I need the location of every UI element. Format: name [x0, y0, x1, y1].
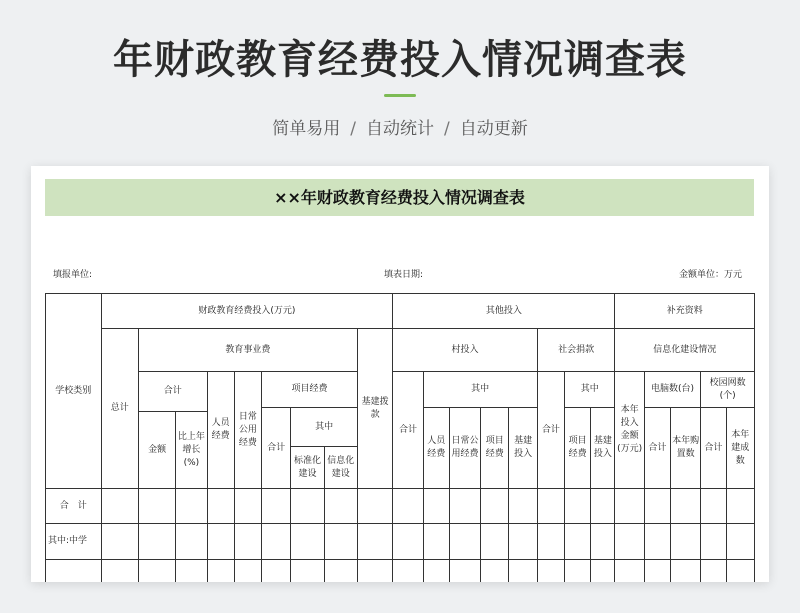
header-fiscal-input: 财政教育经费投入(万元)	[101, 294, 393, 329]
tagline	[0, 114, 800, 139]
sheet-title: ××年财政教育经费投入情况调查表	[45, 179, 754, 216]
header-personnel-expense: 人员经费	[207, 372, 234, 489]
fill-unit-label: 填报单位:	[53, 270, 93, 280]
header-campus-network: 校园网数(个)	[701, 372, 755, 408]
header-village-daily-public: 日常公用经费	[449, 408, 480, 489]
row-label-total: 合 计	[46, 489, 102, 524]
header-supplement: 补充资料	[615, 294, 755, 329]
header-amount: 金额	[138, 412, 175, 489]
header-social-among: 其中	[564, 372, 615, 408]
tagline-item-auto-stats: 自动统计	[366, 119, 434, 139]
tagline-separator: /	[444, 119, 450, 139]
header-social-project: 项目经费	[564, 408, 590, 489]
header-edu-expense: 教育事业费	[138, 329, 357, 372]
header-other-input: 其他投入	[393, 294, 615, 329]
header-village-among: 其中	[423, 372, 537, 408]
header-village-project: 项目经费	[481, 408, 509, 489]
tagline-item-auto-update: 自动更新	[459, 119, 528, 139]
header-computers-subtotal: 合计	[644, 408, 670, 489]
header-informatization: 信息化建设	[324, 447, 357, 489]
survey-table	[45, 293, 755, 582]
header-social-infra: 基建投入	[591, 408, 615, 489]
header-social-donation: 社会捐款	[537, 329, 615, 372]
header-school-type: 学校类别	[46, 294, 102, 489]
header-village-subtotal: 合计	[393, 372, 423, 489]
header-yoy-growth: 比上年增长(%)	[176, 412, 207, 489]
row-label-middle-school: 其中:中学	[46, 524, 102, 560]
table-row	[46, 524, 755, 560]
header-project-subtotal: 合计	[262, 408, 291, 489]
header-social-subtotal: 合计	[537, 372, 564, 489]
title-underline	[384, 94, 416, 97]
header-annual-built: 本年建成数	[726, 408, 755, 489]
header-project-expense: 项目经费	[262, 372, 358, 408]
header-village-input: 村投入	[393, 329, 537, 372]
header-annual-input-amount: 本年投入金额(万元)	[615, 372, 644, 489]
header-computers: 电脑数(台)	[644, 372, 701, 408]
header-standardization: 标准化建设	[291, 447, 324, 489]
header-network-subtotal: 合计	[701, 408, 726, 489]
header-it-construction: 信息化建设情况	[615, 329, 755, 372]
header-project-among: 其中	[291, 408, 358, 447]
header-infra-alloc: 基建拨款	[357, 329, 392, 489]
header-village-infra: 基建投入	[509, 408, 537, 489]
page-title: 年财政教育经费投入情况调查表	[113, 37, 687, 83]
header-village-personnel: 人员经费	[423, 408, 449, 489]
amount-unit-label: 金额单位：万元	[678, 270, 742, 280]
tagline-item-easy: 简单易用	[272, 119, 341, 139]
header-daily-public-expense: 日常公用经费	[234, 372, 261, 489]
header-annual-purchase: 本年购置数	[670, 408, 700, 489]
header-edu-subtotal: 合计	[138, 372, 207, 412]
header-total: 总计	[101, 329, 138, 489]
table-row	[46, 560, 755, 583]
spreadsheet-preview	[31, 166, 769, 582]
table-row	[46, 489, 755, 524]
fill-date-label: 填表日期:	[384, 270, 424, 280]
tagline-separator: /	[350, 119, 356, 139]
